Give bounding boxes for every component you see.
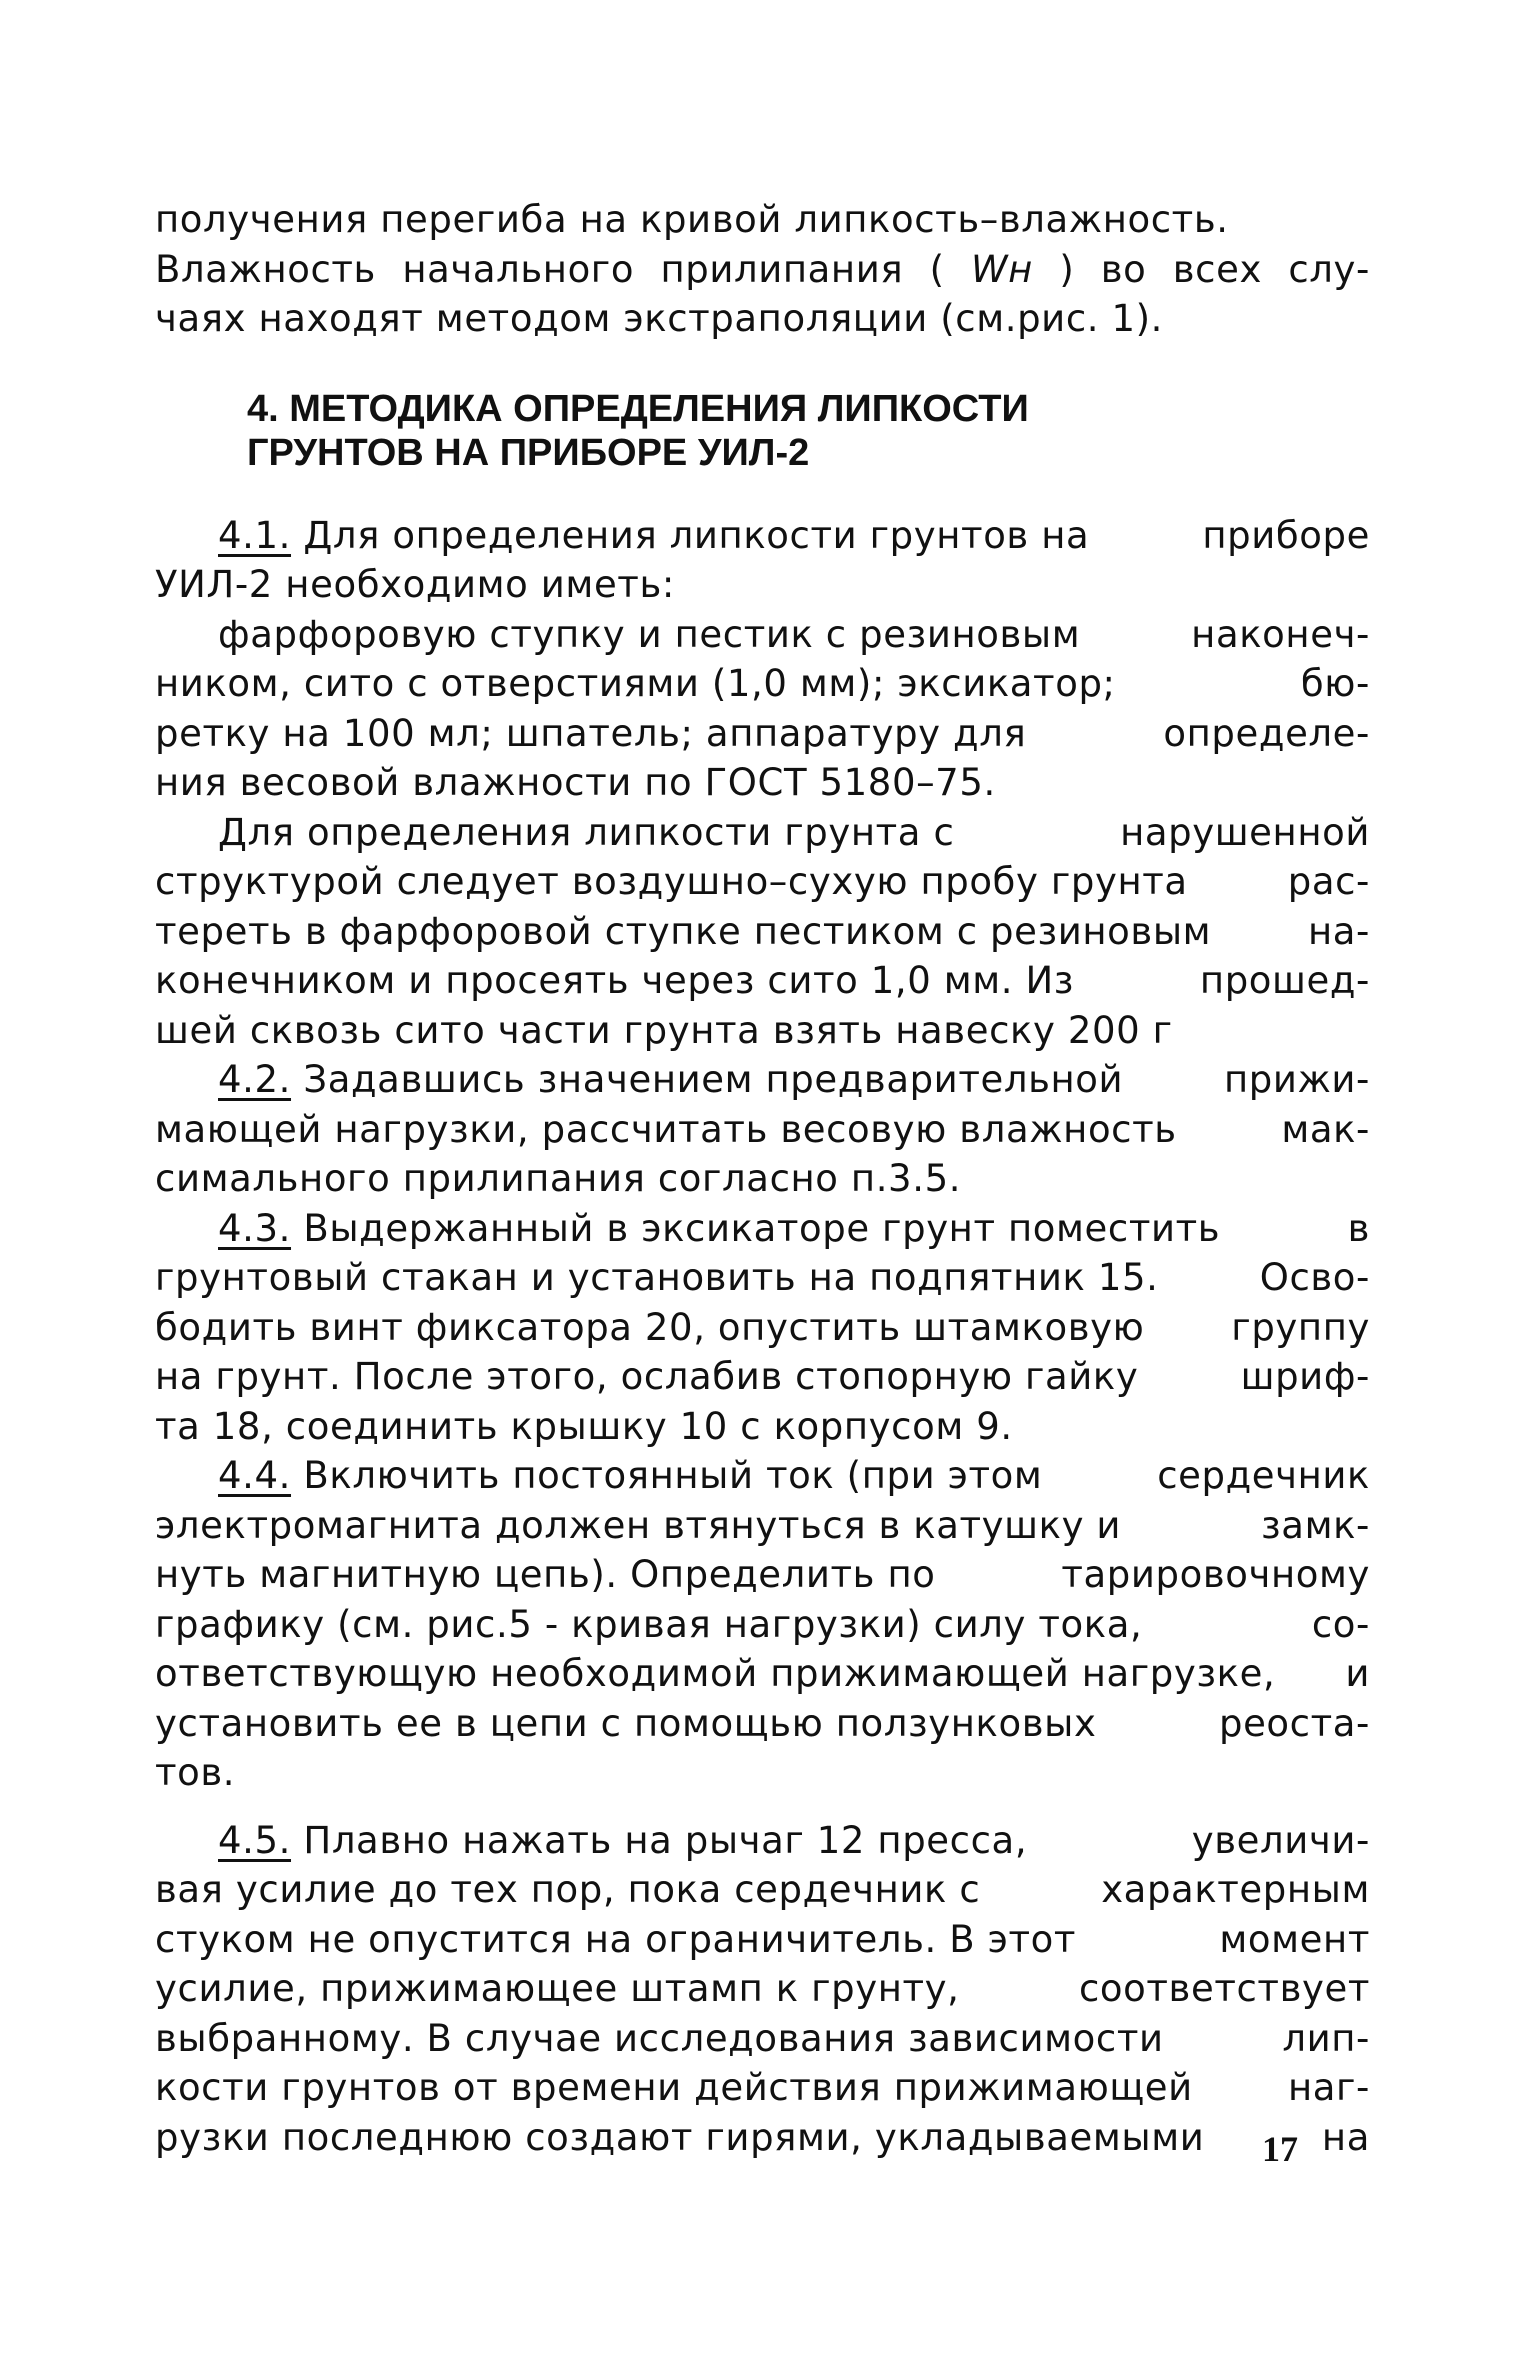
paragraph-4-5: 4.5. Плавно нажать на рычаг 12 пресса, увеличи- вая усилие до тех пор, пока сердечник с характерным стуком не опустится на ограничитель. В этот момент усилие, прижимающее штамп к грунту, соответствует выбранному. В случае исследования зависимости лип- кости грунтов от времени действия прижимающей наг- рузки последнюю создают гирями, укладываемыми на [155,1816,1370,2163]
moisture-symbol: Wн [971,247,1033,291]
clause-number: 4.1. [218,513,292,557]
section-title-line-2: ГРУНТОВ НА ПРИБОРЕ УИЛ-2 [247,431,810,474]
paragraph-4-3: 4.3. Выдержанный в эксикаторе грунт поместить в грунтовый стакан и установить на подпятник 15. Осво- бодить винт фиксатора 20, опустить штамковую группу на грунт. После этого, ослабив стопорную гайку шриф- та 18, соединить крышку 10 с корпусом 9. [155,1204,1370,1452]
paragraph-sample-prep: Для определения липкости грунта с нарушенной структурой следует воздушно–сухую пробу грунта рас- тереть в фарфоровой ступке пестиком с резиновым на- конечником и просеять через сито 1,0 мм. Из прошед- шей сквозь сито части грунта взять навеску 200 г [155,810,1370,1052]
text-line: чаях находят методом экстраполяции (см.рис. 1). [155,297,1164,340]
text-line: Влажность начального прилипания ( Wн ) во всех слу- [155,245,1370,295]
clause-number: 4.2. [218,1058,292,1101]
paragraph-4-2: 4.2. Задавшись значением предварительной прижи- мающей нагрузки, рассчитать весовую влажность мак- симального прилипания согласно п.3.5. [155,1055,1370,1204]
paragraph-equipment: фарфоровую ступку и пестик с резиновым наконеч- ником, сито с отверстиями (1,0 мм); эксикатор; бю- ретку на 100 мл; шпатель; аппаратуру для определе- ния весовой влажности по ГОСТ 5180–75. [155,612,1370,804]
section-title-line-1: 4. МЕТОДИКА ОПРЕДЕЛЕНИЯ ЛИПКОСТИ [247,387,1029,430]
paragraph-4-4: 4.4. Включить постоянный ток (при этом сердечник электромагнита должен втянуться в катушку и замк- нуть магнитную цепь). Определить по тарировочному графику (см. рис.5 - кривая нагрузки) силу тока, со- ответствующую необходимой прижимающей нагрузке, и установить ее в цепи с помощью ползунковых реоста- тов. [155,1451,1370,1798]
clause-number: 4.4. [218,1454,292,1497]
clause-number: 4.3. [218,1206,292,1250]
paragraph-4-1: 4.1. Для определения липкости грунтов на приборе УИЛ-2 необходимо иметь: [155,511,1370,610]
text-line: получения перегиба на кривой липкость–влажность. [155,198,1229,241]
document-page [155,195,1370,2162]
clause-number: 4.5. [218,1818,292,1862]
page-number: 17 [1262,2129,1298,2169]
section-heading [155,387,1370,475]
